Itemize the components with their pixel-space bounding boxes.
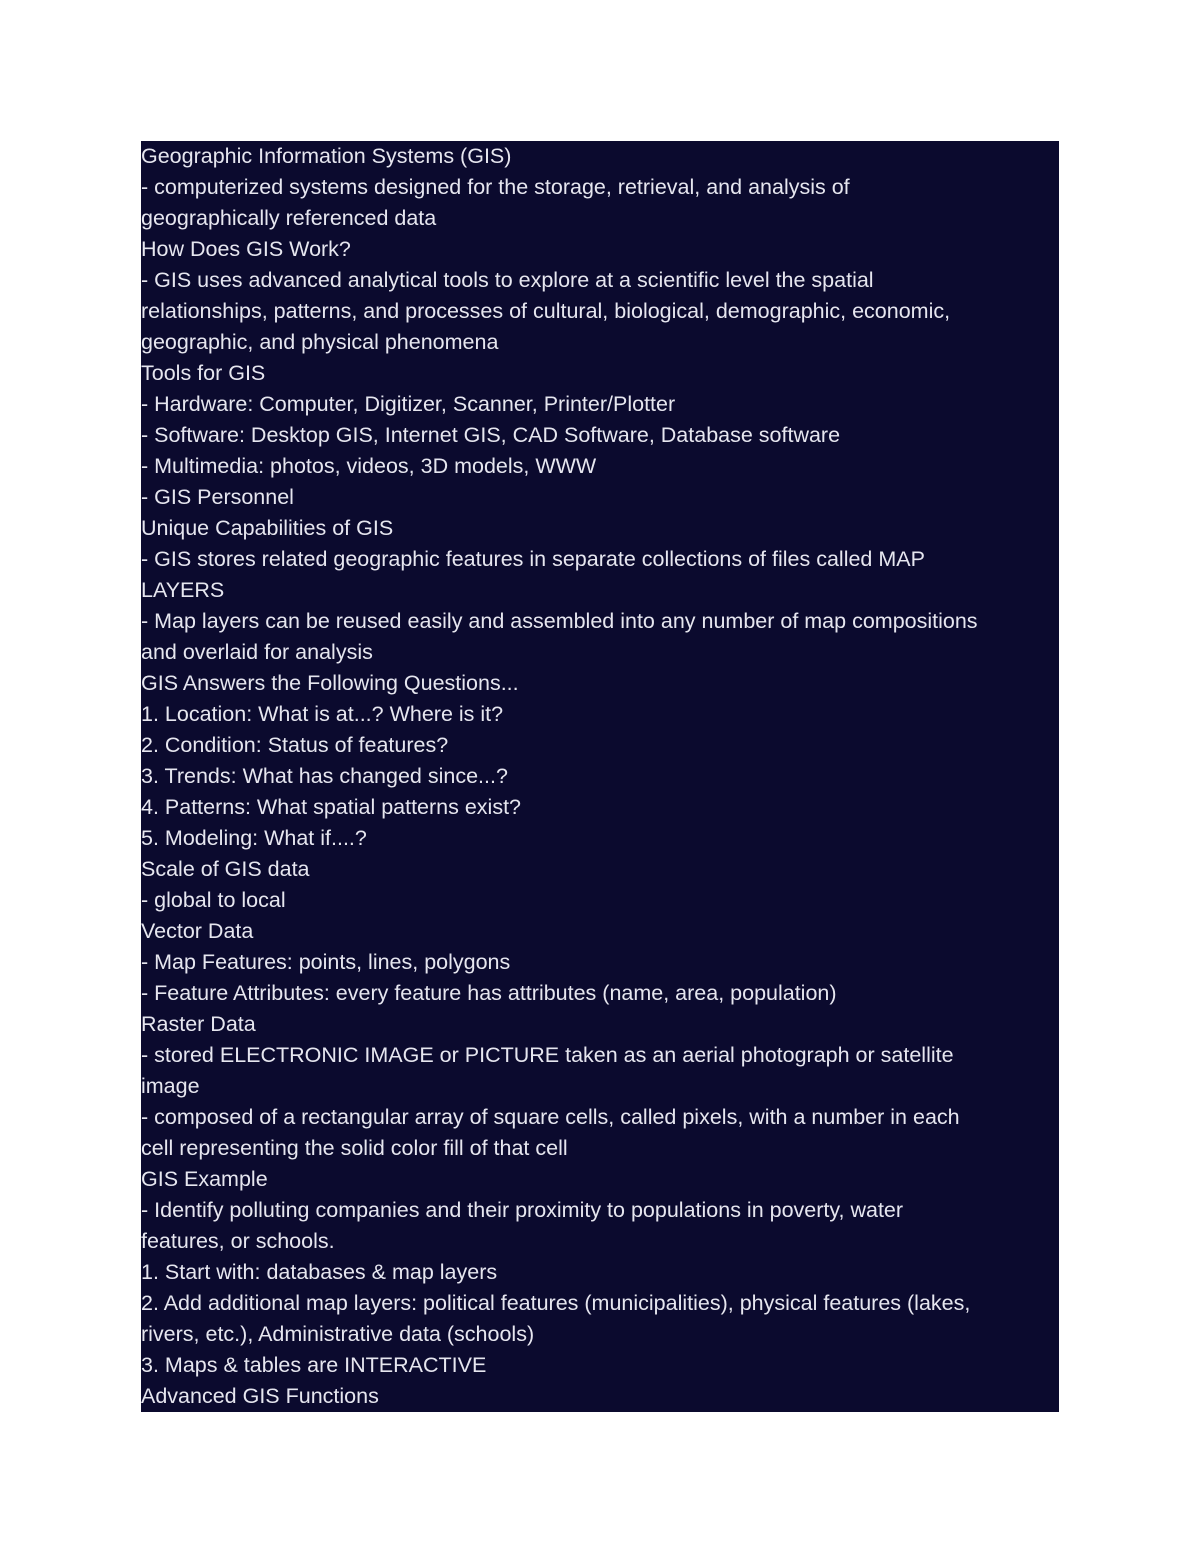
text-line: 2. Add additional map layers: political features (municipalities), physical features (lakes, xyxy=(141,1291,971,1315)
text-line: - Feature Attributes: every feature has attributes (name, area, population) xyxy=(141,981,837,1005)
text-line: - composed of a rectangular array of square cells, called pixels, with a number in each xyxy=(141,1105,960,1129)
text-line: - Hardware: Computer, Digitizer, Scanner, Printer/Plotter xyxy=(141,392,676,416)
text-line: - Map Features: points, lines, polygons xyxy=(141,950,511,974)
text-line: - Multimedia: photos, videos, 3D models, WWW xyxy=(141,454,597,478)
text-line: features, or schools. xyxy=(141,1229,335,1253)
text-line: rivers, etc.), Administrative data (schools) xyxy=(141,1322,535,1346)
text-line: - GIS stores related geographic features in separate collections of files called MAP xyxy=(141,547,925,571)
text-line: - Identify polluting companies and their proximity to populations in poverty, water xyxy=(141,1198,904,1222)
text-line: - global to local xyxy=(141,888,286,912)
text-line: 1. Location: What is at...? Where is it? xyxy=(141,702,504,726)
text-line: relationships, patterns, and processes of cultural, biological, demographic, economic, xyxy=(141,299,951,323)
text-line: LAYERS xyxy=(141,578,225,602)
text-line: 3. Maps & tables are INTERACTIVE xyxy=(141,1353,487,1377)
text-line: How Does GIS Work? xyxy=(141,237,351,261)
text-line: - Software: Desktop GIS, Internet GIS, CAD Software, Database software xyxy=(141,423,841,447)
text-line: - GIS Personnel xyxy=(141,485,294,509)
text-line: Raster Data xyxy=(141,1012,256,1036)
text-line: image xyxy=(141,1074,200,1098)
text-line: Vector Data xyxy=(141,919,254,943)
text-line: Advanced GIS Functions xyxy=(141,1384,379,1408)
text-line: - stored ELECTRONIC IMAGE or PICTURE taken as an aerial photograph or satellite xyxy=(141,1043,954,1067)
text-line: - GIS uses advanced analytical tools to explore at a scientific level the spatial xyxy=(141,268,874,292)
text-line: GIS Example xyxy=(141,1167,268,1191)
text-line: geographic, and physical phenomena xyxy=(141,330,499,354)
text-line: Tools for GIS xyxy=(141,361,266,385)
text-line: 4. Patterns: What spatial patterns exist? xyxy=(141,795,522,819)
text-line: and overlaid for analysis xyxy=(141,640,373,664)
text-line: - computerized systems designed for the storage, retrieval, and analysis of xyxy=(141,175,850,199)
text-line: Scale of GIS data xyxy=(141,857,310,881)
text-line: geographically referenced data xyxy=(141,206,437,230)
text-line: 1. Start with: databases & map layers xyxy=(141,1260,498,1284)
text-line: GIS Answers the Following Questions... xyxy=(141,671,519,695)
text-line: Unique Capabilities of GIS xyxy=(141,516,394,540)
text-line: cell representing the solid color fill of that cell xyxy=(141,1136,568,1160)
text-line: 2. Condition: Status of features? xyxy=(141,733,449,757)
text-line: - Map layers can be reused easily and assembled into any number of map compositions xyxy=(141,609,978,633)
text-line: 5. Modeling: What if....? xyxy=(141,826,367,850)
text-line: Geographic Information Systems (GIS) xyxy=(141,144,512,168)
highlighted-text-block xyxy=(141,141,1059,1412)
text-line: 3. Trends: What has changed since...? xyxy=(141,764,508,788)
